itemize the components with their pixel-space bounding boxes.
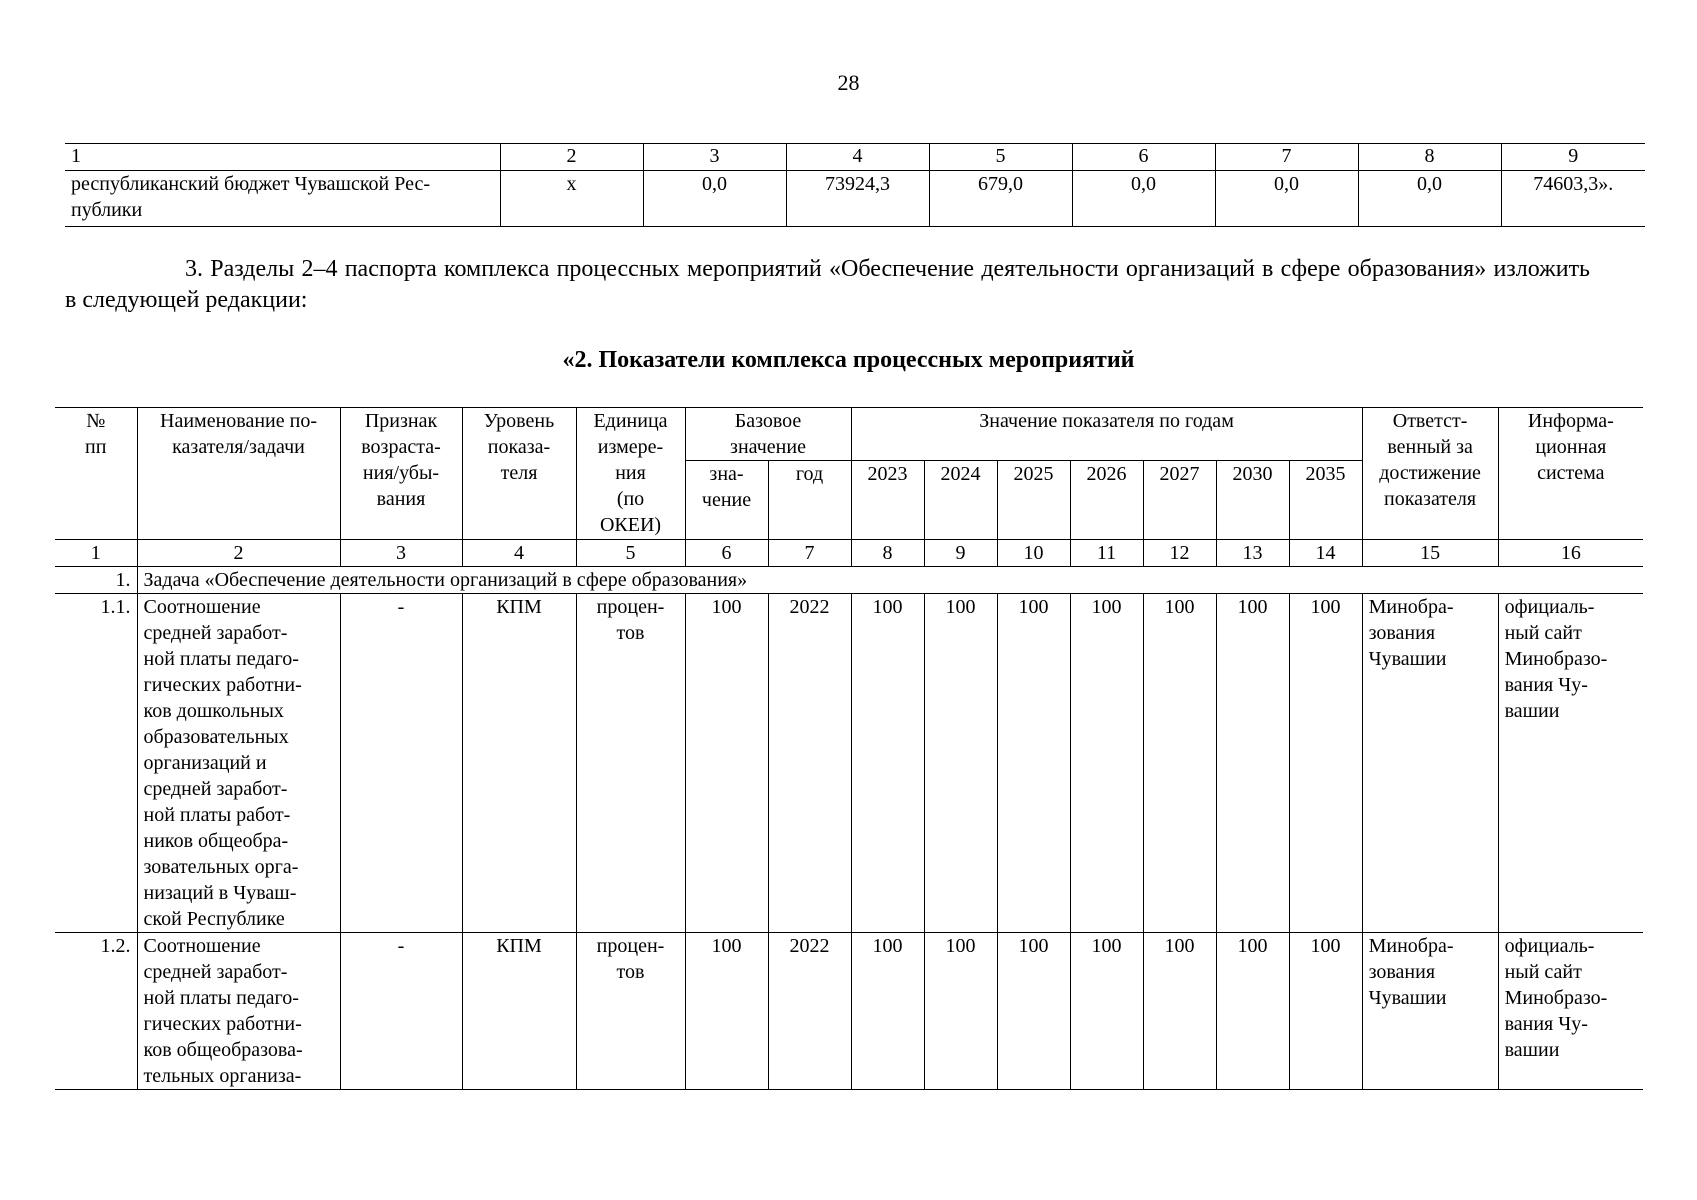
column-number: 1 (55, 540, 137, 567)
column-number: 6 (685, 540, 768, 567)
column-number: 11 (1070, 540, 1143, 567)
indicator-year-value: 100 (1216, 594, 1289, 933)
indicator-year-value: 100 (924, 933, 997, 1090)
indicator-year-value: 100 (997, 933, 1070, 1090)
column-number: 3 (340, 540, 462, 567)
indicator-year-value: 100 (1070, 933, 1143, 1090)
header-years-group: Значение показателя по годам (851, 408, 1362, 461)
header-year: 2025 (997, 461, 1070, 540)
indicator-level: КПМ (462, 594, 576, 933)
budget-table (65, 143, 1645, 227)
indicator-name: Соотношение средней заработ- ной платы педаго- гических работни- ков дошкольных образовательных организаций и средней заработ- ной платы работ- ников общеобра- зовательных орга- низаций в Чуваш- ской Республике (137, 594, 340, 933)
indicator-responsible: Минобра- зования Чувашии (1362, 933, 1498, 1090)
header-info-system: Информа- ционная система (1498, 408, 1643, 540)
indicator-info-system: официаль- ный сайт Минобразо- вания Чу- вашии (1498, 594, 1643, 933)
header-level: Уровень показа- теля (462, 408, 576, 540)
col-number: 5 (929, 144, 1072, 171)
indicator-year-value: 100 (1143, 933, 1216, 1090)
header-base: Базовое значение (685, 408, 851, 461)
budget-value: 0,0 (1358, 171, 1501, 227)
col-number: 3 (643, 144, 786, 171)
budget-source-label: республиканский бюджет Чувашской Рес- публики (65, 171, 500, 227)
task-text: Задача «Обеспечение деятельности организаций в сфере образования» (137, 567, 1643, 594)
indicator-number: 1.1. (55, 594, 137, 933)
indicator-year-value: 100 (1070, 594, 1143, 933)
page-number: 28 (837, 70, 860, 95)
indicator-base-value: 100 (685, 594, 768, 933)
indicator-year-value: 100 (1216, 933, 1289, 1090)
indicator-base-year: 2022 (768, 933, 851, 1090)
indicator-year-value: 100 (1289, 594, 1362, 933)
col-number: 1 (65, 144, 500, 171)
budget-value: 0,0 (1215, 171, 1358, 227)
header-year: 2030 (1216, 461, 1289, 540)
header-base-value: зна- чение (685, 461, 768, 540)
body-paragraph: 3. Разделы 2–4 паспорта комплекса процессных мероприятий «Обеспечение деятельности организаций в сфере образования» изложить в следующей редакции: (65, 256, 1590, 313)
budget-table-header (65, 144, 1645, 171)
task-row (55, 567, 1643, 594)
indicator-year-value: 100 (1289, 933, 1362, 1090)
indicator-name: Соотношение средней заработ- ной платы педаго- гических работни- ков общеобразова- тельных организа- (137, 933, 340, 1090)
column-number: 5 (576, 540, 685, 567)
header-unit: Единица измере- ния (по ОКЕИ) (576, 408, 685, 540)
header-year: 2024 (924, 461, 997, 540)
column-number: 7 (768, 540, 851, 567)
indicator-sign: - (340, 594, 462, 933)
col-number: 9 (1501, 144, 1645, 171)
task-number: 1. (55, 567, 137, 594)
indicator-level: КПМ (462, 933, 576, 1090)
header-num: № пп (55, 408, 137, 540)
header-year: 2035 (1289, 461, 1362, 540)
indicator-row (55, 594, 1643, 933)
header-year: 2026 (1070, 461, 1143, 540)
budget-value: 73924,3 (786, 171, 929, 227)
indicator-year-value: 100 (1143, 594, 1216, 933)
indicator-info-system: официаль- ный сайт Минобразо- вания Чу- вашии (1498, 933, 1643, 1090)
indicator-base-year: 2022 (768, 594, 851, 933)
indicator-base-value: 100 (685, 933, 768, 1090)
indicator-year-value: 100 (851, 933, 924, 1090)
column-number: 4 (462, 540, 576, 567)
column-number: 2 (137, 540, 340, 567)
column-number: 14 (1289, 540, 1362, 567)
indicator-responsible: Минобра- зования Чувашии (1362, 594, 1498, 933)
budget-value: x (500, 171, 643, 227)
col-number: 8 (1358, 144, 1501, 171)
header-base-year: год (768, 461, 851, 540)
budget-value: 679,0 (929, 171, 1072, 227)
header-row (55, 408, 1643, 461)
column-number: 16 (1498, 540, 1643, 567)
indicator-number: 1.2. (55, 933, 137, 1090)
column-number: 15 (1362, 540, 1498, 567)
indicators-table (55, 407, 1643, 1090)
indicator-sign: - (340, 933, 462, 1090)
header-name: Наименование по- казателя/задачи (137, 408, 340, 540)
column-number: 13 (1216, 540, 1289, 567)
column-number: 9 (924, 540, 997, 567)
header-year: 2027 (1143, 461, 1216, 540)
header-sign: Признак возраста- ния/убы- вания (340, 408, 462, 540)
indicator-unit: процен- тов (576, 933, 685, 1090)
section-title: «2. Показатели комплекса процессных мероприятий (562, 347, 1135, 373)
column-number: 8 (851, 540, 924, 567)
budget-value: 74603,3». (1501, 171, 1645, 227)
indicator-year-value: 100 (851, 594, 924, 933)
header-year: 2023 (851, 461, 924, 540)
col-number: 6 (1072, 144, 1215, 171)
header-responsible: Ответст- венный за достижение показателя (1362, 408, 1498, 540)
budget-value: 0,0 (643, 171, 786, 227)
column-numbers-row (55, 540, 1643, 567)
col-number: 2 (500, 144, 643, 171)
budget-table-row (65, 171, 1645, 227)
indicator-year-value: 100 (997, 594, 1070, 933)
col-number: 7 (1215, 144, 1358, 171)
budget-value: 0,0 (1072, 171, 1215, 227)
indicator-unit: процен- тов (576, 594, 685, 933)
column-number: 10 (997, 540, 1070, 567)
indicator-year-value: 100 (924, 594, 997, 933)
indicator-row (55, 933, 1643, 1090)
col-number: 4 (786, 144, 929, 171)
column-number: 12 (1143, 540, 1216, 567)
